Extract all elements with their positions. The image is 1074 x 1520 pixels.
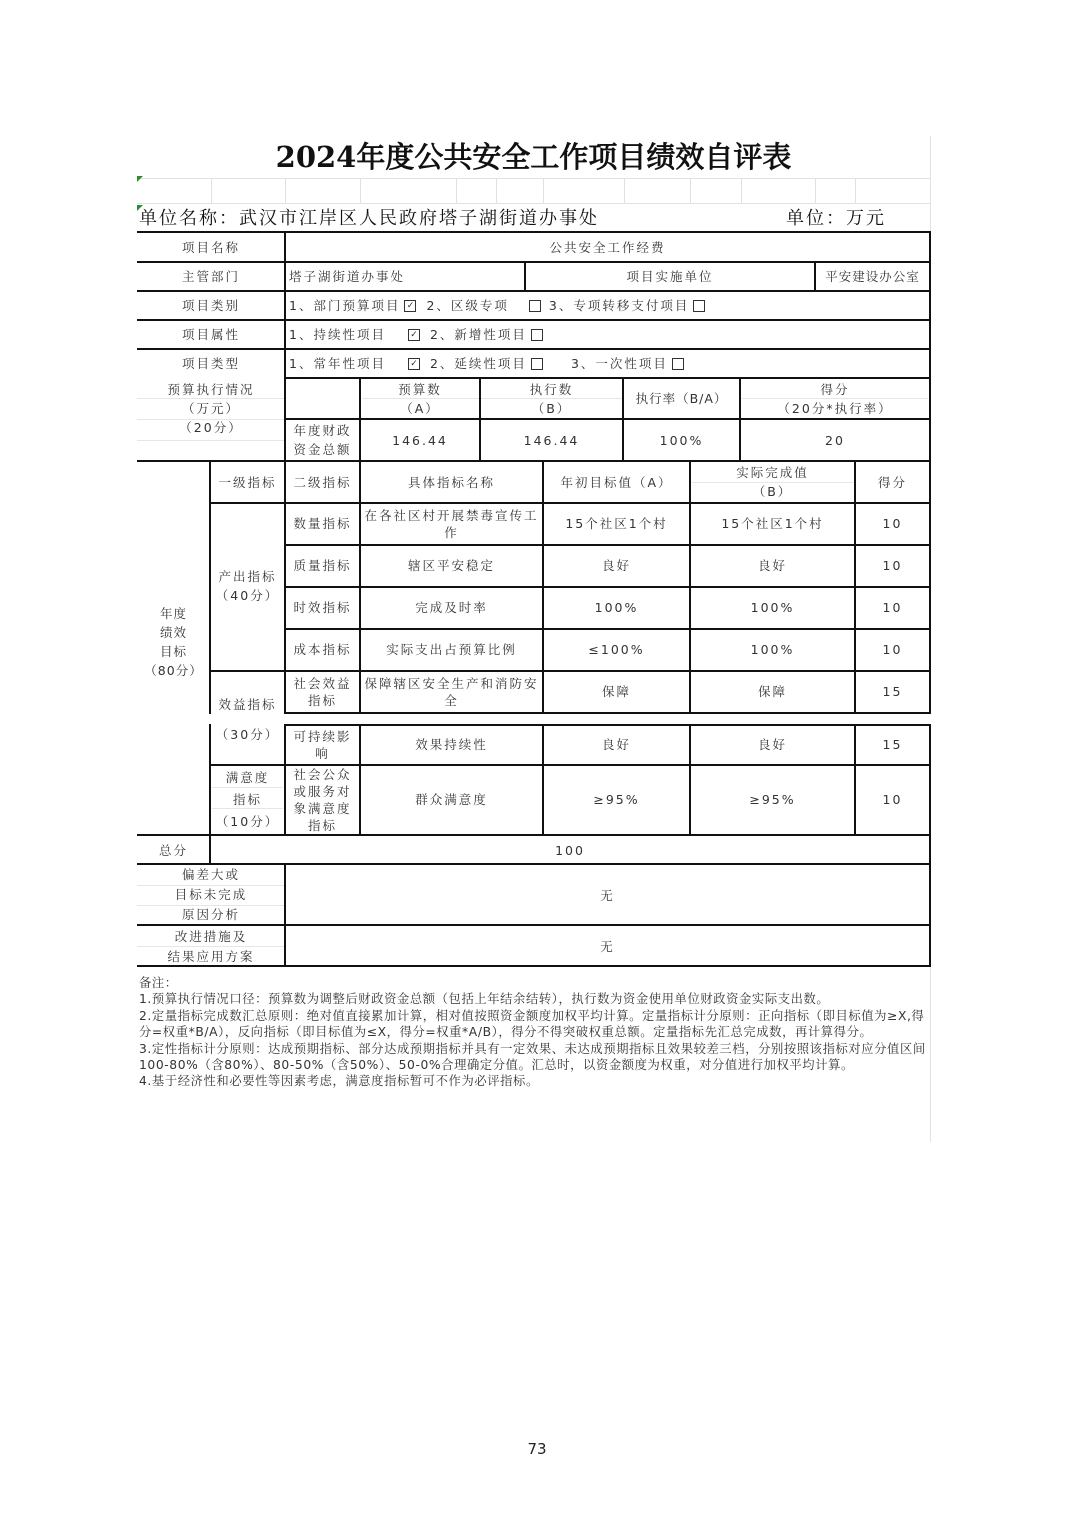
level2-indicator: 社会公众或服务对象满意度指标	[293, 766, 352, 833]
row-label-text: 年度财政	[293, 423, 352, 438]
header-text: （B）	[752, 484, 793, 499]
table-border	[137, 965, 931, 967]
project-name-value: 公共安全工作经费	[549, 240, 666, 255]
checkbox-checked-icon[interactable]: ✓	[408, 358, 420, 370]
grid-line	[456, 178, 457, 203]
table-border	[284, 863, 286, 967]
deviation-label	[137, 865, 285, 925]
table-border	[359, 460, 361, 714]
score-value: 10	[882, 600, 903, 615]
table-border	[137, 924, 931, 926]
checkbox-unchecked-icon[interactable]	[693, 300, 705, 312]
table-border	[929, 231, 931, 462]
grid-line	[692, 482, 853, 483]
budget-score-value: 20	[825, 432, 845, 448]
table-border	[542, 460, 544, 714]
grid-line	[742, 398, 928, 399]
total-value: 100	[555, 842, 585, 858]
goal-label-line: 目标	[159, 644, 187, 659]
table-border	[284, 724, 286, 836]
table-border	[285, 712, 931, 714]
grid-line	[496, 178, 497, 203]
category-option-2: 2、区级专项	[426, 298, 509, 313]
level2-indicator: 成本指标	[293, 642, 352, 657]
target-value: ≤100%	[588, 642, 645, 657]
budget-label-line: （万元）	[181, 400, 240, 416]
checkbox-unchecked-icon[interactable]	[529, 300, 541, 312]
table-border	[542, 724, 544, 836]
indicator-name: 完成及时率	[415, 600, 488, 615]
level2-indicator: 质量指标	[293, 558, 352, 573]
score-value: 10	[882, 558, 903, 573]
table-border	[854, 724, 856, 836]
grid-line	[137, 178, 930, 179]
checkbox-checked-icon[interactable]: ✓	[408, 329, 420, 341]
category-option-1: 1、部门预算项目	[289, 298, 401, 313]
grid-line	[360, 178, 361, 203]
indicator-name: 辖区平安稳定	[407, 558, 495, 573]
header-text: （20分*执行率）	[777, 400, 893, 416]
checkbox-unchecked-icon[interactable]	[672, 358, 684, 370]
header-text: 得分	[820, 381, 850, 397]
page-number: 73	[527, 1440, 547, 1458]
table-border	[284, 460, 286, 714]
header-text: 实际完成值	[736, 465, 809, 480]
table-border	[622, 377, 624, 462]
table-border	[285, 377, 931, 379]
category-label: 项目类别	[181, 298, 240, 313]
note-item: 1.预算执行情况口径：预算数为调整后财政资金总额（包括上年结余结转），执行数为资金使用单位财政资金实际支出数。	[139, 992, 830, 1007]
indicator-name: 效果持续性	[415, 737, 488, 752]
score-value: 10	[882, 792, 903, 807]
table-border	[210, 764, 931, 766]
type-label: 项目类型	[181, 356, 240, 371]
score-value: 15	[882, 684, 903, 699]
level2-indicator: 时效指标	[293, 600, 352, 615]
deviation-value: 无	[600, 887, 615, 903]
checkbox-checked-icon[interactable]: ✓	[404, 300, 416, 312]
checkbox-unchecked-icon[interactable]	[531, 329, 543, 341]
header-level1: 一级指标	[218, 474, 277, 490]
indicator-name: 实际支出占预算比例	[386, 642, 517, 657]
budget-a-value: 146.44	[392, 432, 448, 448]
grid-line	[285, 178, 286, 203]
table-border	[210, 502, 931, 504]
budget-col-rate: 执行率（B/A）	[635, 391, 728, 406]
grid-line	[137, 440, 285, 441]
grid-line	[137, 885, 285, 886]
table-border	[524, 261, 526, 291]
header-indicator-name: 具体指标名称	[407, 474, 495, 490]
deviation-label-text: 原因分析	[181, 907, 240, 922]
improvement-value: 无	[600, 939, 615, 954]
table-border	[137, 231, 931, 233]
table-border	[285, 586, 931, 588]
budget-label	[137, 378, 285, 438]
target-value: 100%	[594, 600, 639, 615]
dept-value: 塔子湖街道办事处	[289, 269, 406, 284]
output-label-text: 产出指标	[218, 569, 277, 584]
table-border	[285, 724, 931, 726]
table-border	[814, 261, 816, 291]
deviation-label-text: 目标未完成	[174, 887, 248, 902]
grid-line	[741, 178, 742, 203]
category-option-3: 3、专项转移支付项目	[548, 298, 690, 313]
table-border	[854, 460, 856, 714]
goal-label-line: （80分）	[144, 663, 203, 678]
table-border	[689, 460, 691, 714]
grid-line	[212, 787, 283, 788]
currency-unit: 单位：万元	[786, 208, 886, 229]
score-value: 10	[882, 516, 903, 531]
attribute-options	[285, 320, 930, 349]
output-indicator-label	[210, 565, 285, 607]
grid-line	[543, 178, 544, 203]
output-label-text: （40分）	[215, 588, 280, 603]
satisfaction-indicator-label	[210, 766, 285, 834]
note-item: 2.定量指标完成数汇总原则：绝对值直接累加计算，相对值按照资金额度加权平均计算。定量指标计分原则：正向指标（即目标值为≥X,得分=权重*B/A），反向指标（即目标值为≤X，得分=权重*A/B），得分不得突破权重总额。定量指标先汇总完成数，再计算得分。	[139, 1008, 925, 1040]
total-label: 总分	[158, 842, 188, 858]
satisfaction-label-text: 满意度	[225, 770, 270, 785]
attribute-label: 项目属性	[181, 327, 240, 342]
table-border	[137, 261, 931, 263]
table-border	[359, 377, 361, 462]
table-border	[284, 231, 286, 462]
table-border	[137, 319, 931, 321]
benefit-indicator-label: 效益指标	[218, 696, 277, 712]
grid-line	[137, 203, 930, 204]
grid-line	[362, 398, 622, 399]
table-border	[209, 724, 211, 865]
satisfaction-label-text: （10分）	[215, 814, 280, 829]
grid-line	[137, 946, 285, 947]
budget-label-line: 预算执行情况	[167, 381, 255, 397]
improvement-label-text: 改进措施及	[174, 928, 248, 944]
actual-value: 100%	[750, 642, 795, 657]
target-value: ≥95%	[593, 792, 640, 807]
grid-line	[930, 966, 931, 1142]
note-item: 4.基于经济性和必要性等因素考虑，满意度指标暂可不作为必评指标。	[139, 1074, 539, 1089]
level2-indicator: 数量指标	[293, 516, 352, 531]
table-border	[137, 834, 931, 836]
table-border	[137, 290, 931, 292]
actual-value: 15个社区1个村	[721, 516, 824, 531]
note-item: 3.定性指标计分原则：达成预期指标、部分达成预期指标并具有一定效果、未达成预期指标且效果较差三档，分别按照该指标对应分值区间100-80%（含80%）、80-50%（含50%）、50-0%合理确定分值。汇总时，以资金额度为权重，对分值进行加权平均计算。	[139, 1041, 926, 1073]
table-border	[285, 418, 931, 420]
table-border	[479, 377, 481, 462]
header-score: 得分	[877, 474, 907, 490]
budget-rate-value: 100%	[659, 432, 704, 448]
target-value: 15个社区1个村	[565, 516, 668, 531]
type-option-3: 3、一次性项目	[570, 356, 668, 371]
table-border	[137, 460, 931, 462]
target-value: 保障	[601, 684, 631, 699]
type-option-1: 1、常年性项目	[289, 356, 386, 371]
grid-line	[855, 178, 856, 203]
level2-indicator: 社会效益指标	[293, 675, 352, 708]
grid-line	[212, 808, 283, 809]
grid-line	[624, 178, 625, 203]
grid-line	[137, 419, 285, 420]
type-options	[285, 349, 930, 378]
indicator-name: 群众满意度	[415, 792, 488, 807]
header-text: （B）	[531, 400, 572, 416]
row-label-text: 资金总额	[293, 442, 352, 457]
level2-indicator: 可持续影响	[293, 728, 352, 761]
actual-value: 良好	[757, 558, 787, 573]
budget-label-line: （20分）	[179, 419, 243, 435]
header-text: 执行数	[529, 381, 574, 397]
actual-value: 100%	[750, 600, 795, 615]
header-text: （A）	[400, 400, 440, 416]
table-border	[739, 377, 741, 462]
table-border	[209, 460, 211, 714]
type-option-2: 2、延续性项目	[429, 356, 527, 371]
table-border	[929, 460, 931, 714]
grid-line	[211, 178, 212, 203]
deviation-label-text: 偏差大或	[181, 867, 240, 882]
table-border	[210, 670, 931, 672]
header-text: 预算数	[398, 381, 442, 397]
checkbox-unchecked-icon[interactable]	[531, 358, 543, 370]
unit-name: 单位名称：武汉市江岸区人民政府塔子湖街道办事处	[139, 208, 599, 229]
indicator-name: 在各社区村开展禁毒宣传工作	[364, 507, 539, 540]
project-name-label: 项目名称	[181, 240, 240, 255]
grid-line	[930, 136, 931, 232]
score-value: 15	[882, 737, 903, 752]
table-border	[137, 863, 931, 865]
score-value: 10	[882, 642, 903, 657]
goal-label-line: 年度	[159, 606, 187, 621]
notes	[139, 975, 929, 1090]
grid-line	[815, 178, 816, 203]
actual-value: ≥95%	[749, 792, 796, 807]
grid-line	[690, 178, 691, 203]
indicator-name: 保障辖区安全生产和消防安全	[364, 675, 539, 708]
budget-row-label	[285, 419, 360, 461]
actual-value: 保障	[757, 684, 787, 699]
header-target: 年初目标值（A）	[560, 474, 673, 490]
actual-value: 良好	[757, 737, 787, 752]
category-options	[285, 291, 930, 320]
table-border	[359, 724, 361, 836]
budget-b-value: 146.44	[523, 432, 580, 448]
dept-label: 主管部门	[181, 269, 240, 284]
attribute-option-2: 2、新增性项目	[429, 327, 527, 342]
impl-unit-label: 项目实施单位	[626, 269, 714, 284]
annual-goal-label	[137, 600, 210, 684]
goal-label-line: 绩效	[159, 625, 187, 640]
table-border	[285, 544, 931, 546]
benefit-indicator-score: （30分）	[215, 726, 280, 742]
attribute-option-1: 1、持续性项目	[289, 327, 386, 342]
header-level2: 二级指标	[293, 474, 352, 490]
target-value: 良好	[601, 558, 631, 573]
improvement-label-text: 结果应用方案	[167, 948, 255, 964]
page-title: 2024年度公共安全工作项目绩效自评表	[275, 140, 792, 174]
cell-marker-icon	[137, 176, 143, 182]
notes-heading: 备注：	[139, 976, 178, 990]
impl-unit-value: 平安建设办公室	[825, 269, 920, 284]
table-border	[137, 348, 931, 350]
grid-line	[137, 398, 285, 399]
satisfaction-label-text: 指标	[232, 792, 262, 807]
grid-line	[137, 905, 285, 906]
table-border	[285, 628, 931, 630]
table-border	[689, 724, 691, 836]
table-border	[929, 724, 931, 967]
target-value: 良好	[601, 737, 631, 752]
